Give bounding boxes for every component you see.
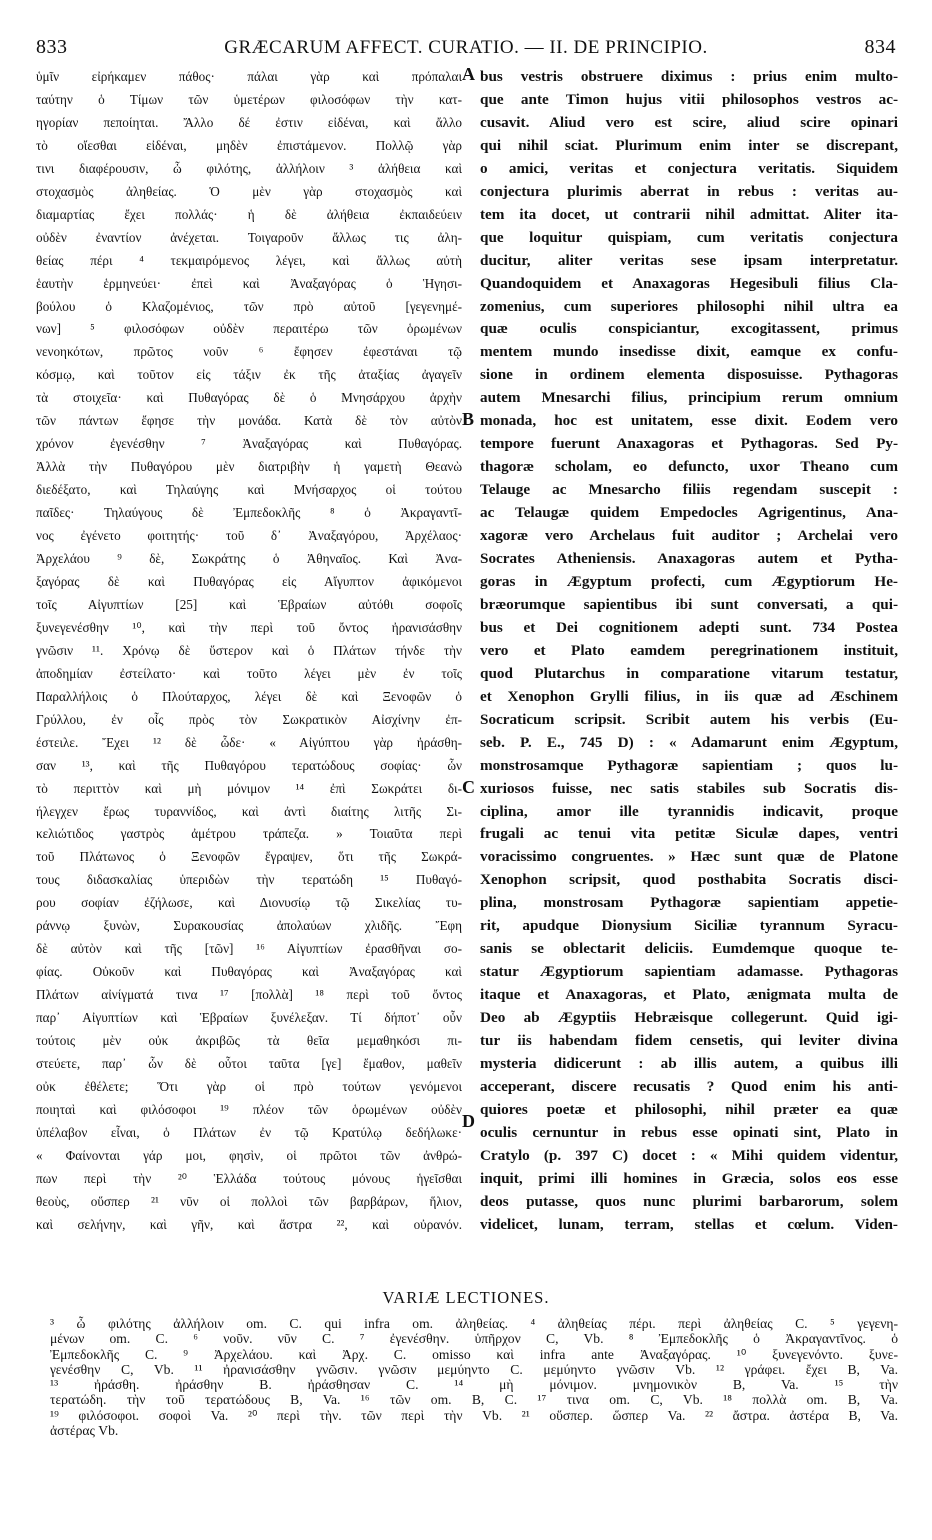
greek-text-line: οὐκ ἐθέλετε; Ὅτι γὰρ οἱ πρὸ τούτων γενόμενοι [36,1078,462,1094]
greek-text-line: έστειλε. Ἔχει ¹² δὲ ὧδε· « Αἰγύπτου γὰρ ἠράσθη- [36,734,462,750]
latin-text-line: vero et Plato eamdem peregrinationem instituit, [480,641,898,659]
right-page-number: 834 [864,36,896,58]
greek-text-line: φίας. Οὐκοῦν καὶ Πυθαγόρας καὶ Ἀναξαγόρας καὶ [36,964,462,980]
running-header [36,36,896,62]
latin-text-line: tur iis habendam fidem censetis, qui leviter divina [480,1032,898,1050]
greek-text-line: πων περὶ τὴν ²⁰ Ἑλλάδα τούτους μόνους ἡγεῖσθαι [36,1170,462,1186]
greek-text-line: θεοὺς, οὕσπερ ²¹ νῦν οἱ πολλοὶ τῶν βαρβάρων, ἥλιον, [36,1193,462,1209]
variae-lectiones-notes [50,1316,898,1438]
latin-text-line: zomenius, cum superiores philosophi nihil ultra ea [480,297,898,315]
greek-text-line: στοχασμὸς ἀληθείας. Ὁ μὲν γὰρ στοχασμὸς καὶ [36,183,462,199]
latin-text-line: bus et Dei cognitionem adepti sunt. 734 Postea [480,618,898,636]
latin-text-line: bus vestris obstruere diximus : prius enim multo- [480,68,898,85]
greek-text-line: δὲ αὐτὸν καὶ τῆς [τῶν] ¹⁶ Αἰγυπτίων ἐρασθῆναι σο- [36,941,462,957]
greek-text-line: Ἀρχελάου ⁹ δὲ, Σωκράτης ὁ Ἀθηναῖος. Καὶ Ἀνα- [36,551,462,567]
latin-text-line: thagoræ scholam, eo defuncto, uxor Theano cum [480,458,898,476]
greek-text-line: ὑμῖν εἰρήκαμεν πάθος· πάλαι γὰρ καὶ πρόπαλαι [36,69,462,84]
latin-text-line: Deo ab Ægyptiis Hebræisque collegerunt. Quid igi- [480,1009,898,1027]
latin-text-line: ciplina, amor ille tyrannidis indicavit, proque [480,802,898,820]
latin-text-line: videlicet, lunam, terram, stellas et cœlum. Viden- [480,1215,898,1233]
greek-text-line: ήλεγχεν ἔρως τυραννίδος, καὶ ἀντὶ διαίτης λιτῆς Σι- [36,803,462,819]
latin-text-line: oculis cernuntur in rebus esse opinati sint, Plato in [480,1123,898,1141]
greek-text-line: οὐδὲν ἐναντίον ἀνέχεται. Τοιγαροῦν ἄλλως τις ἀλη- [36,229,462,245]
latin-text-line: monada, hoc est unitatem, esse dixit. Eodem vero [480,412,898,430]
greek-text-line: βούλου ὁ Κλαζομένιος, τῶν πρὸ αὐτοῦ [γεγενημέ- [36,298,462,314]
greek-text-line: τὰ στοιχεῖα· καὶ Πυθαγόρας δὲ ὁ Μνησάρχου ἀρχὴν [36,390,462,406]
greek-text-line: διαμαρτίας ἔχει πολλάς· ἡ δὲ ἀλήθεια ἐκπαιδεύειν [36,206,462,222]
greek-text-line: νενοηκότων, πρῶτος νοῦν ⁶ ἔφησεν ἐφεστάναι τῷ [36,344,462,360]
section-marker-a: A [462,64,475,84]
greek-text-line: χρόνον ἐγενέσθην ⁷ Ἀναξαγόρας καὶ Πυθαγόρας. [36,436,462,452]
variant-reading-line: τερατώδη. τὴν τοῦ τερατώδους B, Va. ¹⁶ τῶν om. B, C. ¹⁷ τινα om. C, Vb. ¹⁸ πολλὰ om. B, Va. [50,1392,898,1408]
latin-text-line: Socrates Atheniensis. Anaxagoras autem et Pytha- [480,550,898,568]
latin-text-line: ac Telaugæ quidem Empedocles Agrigentinus, Ana- [480,504,898,522]
running-title: GRÆCARUM AFFECT. CURATIO. — II. DE PRINCIPIO. [224,37,708,58]
latin-text-line: frugali ac tenui vita petitæ Siculæ dapes, ventri [480,825,898,843]
variant-reading-line: Ἐμπεδοκλῆς C. ⁹ Ἀρχελάου. καὶ Ἀρχ. C. omisso καὶ infra ante Ἀναξαγόρας. ¹⁰ ξυνεγενόντο. ξυνε- [50,1346,898,1362]
variant-reading-line: γενέσθην C, Vb. ¹¹ ἠρανισάσθην γνῶσιν. γνῶσιν μεμύηντο C. μεμύηντο γνῶσιν Vb. ¹² γράφει. ἔχει B, Va. [50,1361,898,1377]
greek-text-line: στεύετε, παρ᾽ ὧν δὲ οὗτοι ταῦτα [γε] ἔμαθον, μαθεῖν [36,1055,462,1071]
latin-text-line: quod Plutarchus in comparatione vitarum testatur, [480,664,898,682]
greek-text-line: καὶ σελήνην, καὶ γῆν, καὶ ἄστρα ²², καὶ οὐρανόν. [36,1216,462,1232]
latin-text-line: mysteria didicerunt : ab illis autem, a quibus illi [480,1054,898,1072]
greek-text-line: ράννῳ ξυνὼν, Συρακουσίας ἀπολαύων χλιδῆς. Ἔφη [36,918,462,934]
latin-text-line: Socraticum scripsit. Scribit autem his verbis (Eu- [480,710,898,728]
greek-text-line: γνῶσιν ¹¹. Χρόνῳ δὲ ὕστερον καὶ ὁ Πλάτων τήνδε τὴν [36,642,462,658]
greek-text-line: ταύτην ὁ Τίμων τῶν ὑμετέρων φιλοσόφων τὴν κατ- [36,91,462,107]
latin-text-line: inquit, primi illi homines in Græcia, solos eos esse [480,1169,898,1187]
latin-text-line: Telauge ac Mnesarcho filiis regendam suscepit : [480,481,898,499]
greek-text-line: « Φαίνονται γάρ μοι, φησὶν, οἱ πρῶτοι τῶν ἀνθρώ- [36,1147,462,1163]
latin-text-line: conjectura plurimis aberrat in rebus : veritas au- [480,182,898,200]
section-marker-d: D [462,1111,475,1131]
greek-text-line: Παραλλήλοις ὁ Πλούταρχος, λέγει δὲ καὶ Ξενοφῶν ὁ [36,688,462,704]
latin-text-line: tempore fuerunt Anaxagoras et Pythagoras. Sed Py- [480,435,898,453]
latin-text-line: rit, apudque Dionysium Siciliæ tyrannum Syracu- [480,917,898,935]
greek-text-line: τινι διαφέρουσιν, ὦ φιλότης, ἀλλήλοιν ³ ἀλήθεια καὶ [36,160,462,176]
latin-text-line: Cratylo (p. 397 C) docet : « Mihi quidem videntur, [480,1146,898,1164]
latin-text-line: Xenophon scripsit, quod posthabita Socratis disci- [480,871,898,889]
latin-text-line: voracissimo congruentes. » Hæc sunt quæ de Platone [480,848,898,866]
left-page-number: 833 [36,36,68,58]
greek-text-line: θείας πέρι ⁴ τεκμαιρόμενος λέγει, καὶ ἄλλως αὐτὴ [36,252,462,268]
greek-text-line: Πλάτων αἰνίγματά τινα ¹⁷ [πολλὰ] ¹⁸ περὶ τοῦ ὄντος [36,987,462,1003]
greek-text-column [36,66,462,1237]
latin-text-line: acceperant, discere recusatis ? Quod enim his anti- [480,1077,898,1095]
latin-text-line: statur Ægyptiorum sapientiam adamasse. Pythagoras [480,963,898,981]
latin-text-line: xagoræ vero Archelaus fuit auditor ; Archelai vero [480,527,898,545]
greek-text-line: παρ᾽ Αἰγυπτίων καὶ Ἑβραίων ξυνέλεξαν. Τί δήποτ᾽ οὖν [36,1010,462,1026]
latin-text-line: quiores poetæ et philosophi, nihil præter ea quæ [480,1100,898,1118]
greek-text-line: τὸ οἴεσθαι εἰδέναι, μηδὲν ἐπιστάμενον. Πολλῷ γὰρ [36,137,462,153]
latin-text-line: seb. P. E., 745 D) : « Adamarunt enim Ægyptum, [480,733,898,751]
greek-text-line: τὸ περιττὸν καὶ μὴ μόνιμον ¹⁴ ἐπὶ Σωκράτει δι- [36,780,462,796]
greek-text-line: ηγορίαν πεποίηται. Ἄλλο δέ ἐστιν εἰδέναι, καὶ ἄλλο [36,114,462,130]
latin-text-line: monstrosamque Pythagoræ sapientiam ; quos lu- [480,756,898,774]
greek-text-line: ὑπέλαβον εἶναι, ὁ Πλάτων ἐν τῷ Κρατύλῳ δεδήλωκε· [36,1124,462,1140]
latin-text-line: quæ oculis conspiciantur, excogitassent, primus [480,320,898,338]
latin-text-line: autem Mnesarchi filius, principium rerum omnium [480,389,898,407]
latin-text-line: que ante Timon hujus vitii philosophos vestros ac- [480,90,898,108]
latin-text-line: o amici, veritas et conjectura veritatis. Siquidem [480,159,898,177]
greek-text-line: ξαγόρας δὲ καὶ Πυθαγόρας εἰς Αἴγυπτον ἀφικόμενοι [36,573,462,589]
latin-text-column [480,66,898,1237]
variant-reading-line: ¹⁹ φιλόσοφοι. σοφοὶ Va. ²⁰ περὶ τὴν. τῶν περὶ τὴν Vb. ²¹ οὕσπερ. ὥσπερ Va. ²² ἄστρα. ἀστέρα B, Va. [50,1407,898,1423]
greek-text-line: παῖδες· Τηλαύγους δὲ Ἐμπεδοκλῆς ⁸ ὁ Ἀκραγαντῖ- [36,505,462,521]
variant-reading-line: ³ ὦ φιλότης ἀλλήλοιν om. C. qui infra om. ἀληθείας. ⁴ ἀληθείας πέρι. περὶ ἀληθείας C. ⁵ γεγενη- [50,1316,898,1331]
latin-text-line: mentem mundo insedisse dixit, eamque ex confu- [480,343,898,361]
greek-text-line: τούτοις μὲν οὐκ ἀκριβῶς τὰ θεῖα μεμαθηκόσι πι- [36,1033,462,1049]
latin-text-line: bræorumque sapientibus ibi sunt conversati, a qui- [480,595,898,613]
latin-text-line: itaque et Anaxagoras, et Plato, ænigmata multa de [480,986,898,1004]
greek-text-line: τοῖς Αἰγυπτίων [25] καὶ Ἑβραίων αὐτόθι σοφοῖς [36,596,462,612]
latin-text-line: sione in ordinem elementa disposuisse. Pythagoras [480,366,898,384]
latin-text-line: tem ita docet, ut contrarii nihil admittat. Aliter ita- [480,205,898,223]
greek-text-line: ξυνεγενέσθην ¹⁰, καὶ τὴν περὶ τοῦ ὄντος ἠρανισάσθην [36,619,462,635]
greek-text-line: διεδέξατο, καὶ Τηλαύγης καὶ Μνήσαρχος οἱ τούτου [36,482,462,498]
greek-text-line: ἀποδημίαν ἐστείλατο· καὶ τοῦτο λέγει μὲν ἐν τοῖς [36,665,462,681]
greek-text-line: ἑαυτὴν ἑρμηνεύει· ἐπεὶ καὶ Ἀναξαγόρας ὁ Ἡγησι- [36,275,462,291]
greek-text-line: τοῦ Πλάτωνος ὁ Ξενοφῶν ἔγραψεν, ὅτι τῆς Σωκρά- [36,849,462,865]
latin-text-line: sanis se oblectarit deliciis. Eumdemque quoque te- [480,940,898,958]
latin-text-line: deos putasse, quos nunc plurimi barbarorum, solem [480,1192,898,1210]
variant-reading-line: μένων om. C. ⁶ νοῦν. νῦν C. ⁷ ἐγενέσθην. ὑπῆρχον C, Vb. ⁸ Ἐμπεδοκλῆς ὁ Ἀκραγαντῖνος. ὁ [50,1331,898,1347]
latin-text-line: ducitur, aliter veritas sese ipsam interpretatur. [480,251,898,269]
greek-text-line: τους διδασκαλίας ὑπεριδὼν τὴν τερατώδη ¹⁵ Πυθαγό- [36,872,462,888]
greek-text-line: νος ἐγένετο φοιτητής· τοῦ δ᾽ Ἀναξαγόρου, Ἀρχέλαος· [36,528,462,544]
section-marker-b: B [462,409,475,429]
greek-text-line: νων] ⁵ φιλοσόφων οὐδὲν περαιτέρω τῶν ὁρωμένων [36,321,462,337]
latin-text-line: plina, monstrosam Pythagoræ sapientiam appetie- [480,894,898,912]
greek-text-line: κόσμῳ, καὶ τοῦτον εἰς τάξιν ἐκ τῆς ἀταξίας ἀγαγεῖν [36,367,462,383]
latin-text-line: que loquitur quispiam, cum veritatis conjectura [480,228,898,246]
greek-text-line: σαν ¹³, καὶ τῆς Πυθαγόρου τερατώδους σοφίας· ὧν [36,757,462,773]
variant-reading-line: ἀστέρας Vb. [50,1423,119,1439]
latin-text-line: Quandoquidem et Anaxagoras Hegesibuli filius Cla- [480,274,898,292]
greek-text-line: τῶν πάντων ἔφησε τὴν μονάδα. Κατὰ δὲ τὸν αὐτὸν [36,413,462,429]
latin-text-line: qui nihil sciat. Plurimum enim inter se discrepant, [480,136,898,154]
greek-text-line: ποιηταὶ καὶ φιλόσοφοι ¹⁹ πλέον τῶν ὁρωμένων οὐδὲν [36,1101,462,1117]
variae-lectiones-heading: VARIÆ LECTIONES. [382,1288,550,1307]
greek-text-line: κελιώτιδος γαστρὸς ἀμέτρου τράπεζα. » Τοιαῦτα περὶ [36,826,462,842]
latin-text-line: cusavit. Aliud vero est scire, aliud scire opinari [480,113,898,131]
greek-text-line: Ἀλλὰ τὴν Πυθαγόρου μὲν διατριβὴν ἡ γαμετὴ Θεανὼ [36,459,462,475]
latin-text-line: goras in Ægyptum profecti, cum Ægyptiorum He- [480,572,898,590]
section-marker-c: C [462,777,475,797]
greek-text-line: Γρύλλου, ἐν οἷς πρὸς τὸν Σωκρατικὸν Αἰσχίνην ἐπ- [36,711,462,727]
latin-text-line: et Xenophon Grylli filius, in iis quæ ad Æschinem [480,687,898,705]
variant-reading-line: ¹³ ἠράσθη. ἠράσθην B. ἠράσθησαν C. ¹⁴ μὴ μόνιμον. μνημονικὸν B, Va. ¹⁵ τὴν [50,1377,898,1393]
greek-text-line: ρου σοφίαν ἐζήλωσε, καὶ Διονυσίῳ τῷ Σικελίας τυ- [36,895,462,911]
latin-text-line: xuriosos fuisse, nec satis stabiles sub Socratis dis- [480,779,898,797]
